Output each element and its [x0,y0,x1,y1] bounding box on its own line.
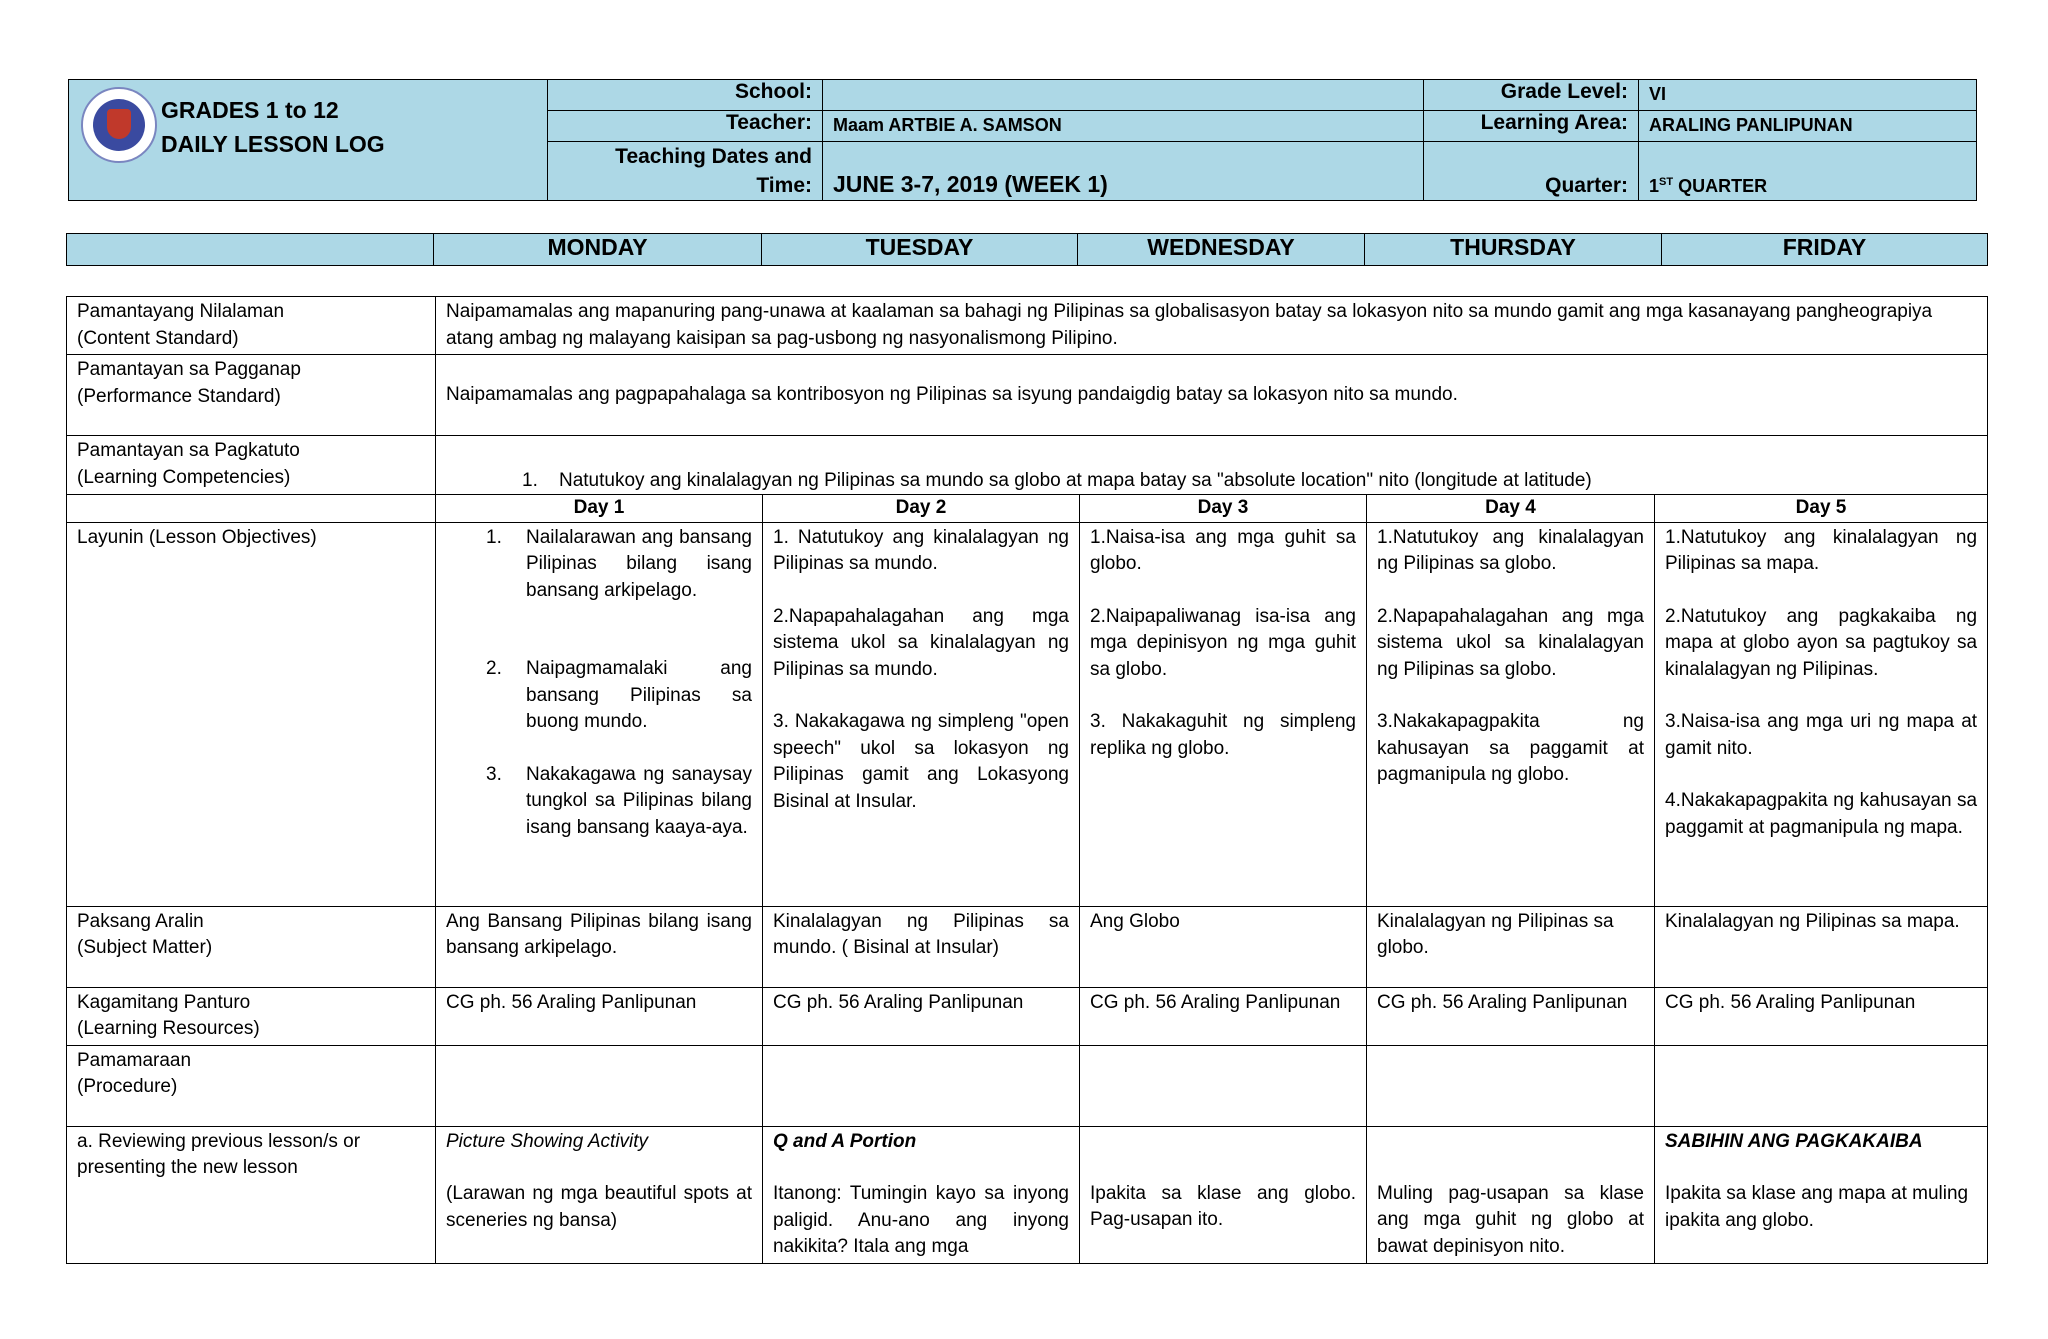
resources-day-3: CG ph. 56 Araling Panlipunan [1080,987,1367,1045]
day-label-2: Day 2 [763,495,1080,523]
list-spacer [486,736,752,762]
list-spacer [1665,578,1977,604]
list-spacer [773,1155,1069,1181]
list-spacer [1377,1155,1644,1181]
procedure-day-2 [763,1045,1080,1126]
row-label-line: (Performance Standard) [77,385,281,407]
list-spacer [1377,683,1644,709]
review-day-2 [763,1126,1080,1263]
learning-area-label: Learning Area: [1424,111,1639,142]
quarter-label: Quarter: [1424,142,1639,201]
quarter-word: QUARTER [1673,176,1768,196]
subject-day-2: Kinalalagyan ng Pilipinas sa mundo. ( Bisinal at Insular) [763,906,1080,987]
competency-text: Natutukoy ang kinalalagyan ng Pilipinas sa mundo sa globo at mapa batay sa "absolute location" nito (longitude at latitude) [558,469,1592,491]
teaching-dates-label-line2: Time: [756,174,812,197]
list-spacer [1090,578,1356,604]
table-row [67,495,1988,523]
procedure-day-4 [1367,1045,1655,1126]
list-spacer [1665,1155,1977,1181]
competency-number: 1. [522,469,538,491]
objective-item: 1.Natutukoy ang kinalalagyan ng Pilipinas sa globo. [1377,526,1644,574]
list-spacer [1090,1129,1356,1155]
day-label-1: Day 1 [436,495,763,523]
grade-level-label: Grade Level: [1424,80,1639,111]
objective-item [486,656,752,736]
row-label-line: Pamantayan sa Pagganap [77,359,301,380]
list-spacer [773,683,1069,709]
row-label-subject-matter [67,906,436,987]
day-label-4: Day 4 [1367,495,1655,523]
row-label-line: Pamamaraan [77,1049,192,1071]
review-day-4 [1367,1126,1655,1263]
row-label-lesson-objectives: Layunin (Lesson Objectives) [67,522,436,906]
table-row [67,906,1988,987]
grade-level-value: VI [1639,80,1977,111]
resources-day-4: CG ph. 56 Araling Panlipunan [1367,987,1655,1045]
teaching-dates-value: JUNE 3-7, 2019 (WEEK 1) [823,142,1424,201]
list-spacer [1377,578,1644,604]
row-label-line: Pamantayang Nilalaman [77,301,285,322]
objective-item [486,525,752,605]
weekday-header-blank [67,234,434,266]
row-label-performance-standard [67,355,436,436]
objective-item: 3.Nakakapagpakita ng kahusayan sa paggamit at pagmanipula ng globo. [1377,711,1644,785]
review-day-3 [1080,1126,1367,1263]
performance-standard-text: Naipamamalas ang pagpapahalaga sa kontribosyon ng Pilipinas sa isyung pandaigdig batay sa lokasyon nito sa mundo. [436,355,1988,436]
objectives-day-1 [436,522,763,906]
teacher-label: Teacher: [548,111,823,142]
objective-number: 2. [486,658,502,679]
objectives-day-2 [763,522,1080,906]
school-value [823,80,1424,111]
objectives-day-4 [1367,522,1655,906]
objective-number: 1. [486,526,502,548]
lesson-log-header [68,79,1977,201]
objective-item [486,762,752,842]
list-spacer [486,604,752,630]
quarter-superscript: ST [1659,176,1674,188]
objective-item: 3.Naisa-isa ang mga uri ng mapa at gamit nito. [1665,711,1978,759]
subject-day-5: Kinalalagyan ng Pilipinas sa mapa. [1655,906,1988,987]
weekday-header [66,233,1988,266]
objective-item: 3. Nakakaguhit ng simpleng replika ng globo. [1090,711,1356,759]
day-header-thursday: THURSDAY [1365,234,1662,266]
list-spacer [486,630,752,656]
teacher-value: Maam ARTBIE A. SAMSON [823,111,1424,142]
table-row [67,987,1988,1045]
row-label-reviewing-lesson: a. Reviewing previous lesson/s or presenting the new lesson [67,1126,436,1263]
activity-title: Picture Showing Activity [446,1130,649,1152]
header-title-cell [69,80,548,201]
review-day-1 [436,1126,763,1263]
objective-item: 2.Natutukoy ang pagkakaiba ng mapa at globo ayon sa pagtukoy sa kinalalagyan ng Pilipinas. [1665,605,1978,680]
activity-text: Ipakita sa klase ang globo. Pag-usapan ito. [1090,1182,1356,1230]
objective-item: 2.Naipapaliwanag isa-isa ang mga depinisyon ng mga guhit sa globo. [1090,605,1356,680]
activity-title: Q and A Portion [773,1130,917,1152]
procedure-day-3 [1080,1045,1367,1126]
quarter-value [1639,142,1977,201]
list-spacer [1665,683,1977,709]
day-header-tuesday: TUESDAY [762,234,1078,266]
objective-item: 2.Napapahalagahan ang mga sistema ukol sa kinalalagyan ng Pilipinas sa mundo. [773,605,1069,680]
list-spacer [1090,1155,1356,1181]
table-row [67,1045,1988,1126]
row-label-line: (Learning Resources) [77,1018,260,1039]
objective-item: 1. Natutukoy ang kinalalagyan ng Pilipinas sa mundo. [773,526,1069,574]
activity-text: (Larawan ng mga beautiful spots at sceneries ng bansa) [446,1183,752,1231]
list-spacer [1377,1129,1644,1155]
procedure-day-1 [436,1045,763,1126]
day-label-blank [67,495,436,523]
resources-day-2: CG ph. 56 Araling Panlipunan [763,987,1080,1045]
activity-text: Muling pag-usapan sa klase ang mga guhit ng globo at bawat depinisyon nito. [1377,1182,1644,1257]
row-label-content-standard [67,297,436,355]
row-label-line: (Content Standard) [77,327,239,349]
learning-competency-item [436,436,1988,495]
resources-day-1: CG ph. 56 Araling Panlipunan [436,987,763,1045]
objective-number: 3. [486,763,502,785]
quarter-number: 1 [1649,176,1660,196]
objectives-list [486,525,752,842]
learning-area-value: ARALING PANLIPUNAN [1639,111,1977,142]
objective-item: 3. Nakakagawa ng simpleng "open speech" ukol sa lokasyon ng Pilipinas gamit ang Lokasyong Bisinal at Insular. [773,711,1069,812]
row-label-line: (Learning Competencies) [77,466,291,488]
content-standard-text: Naipamamalas ang mapanuring pang-unawa at kaalaman sa bahagi ng Pilipinas sa globalisasyon batay sa lokasyon nito sa mundo gamit ang mga kasanayang pangheograpiya atang ambag ng malayang kaisipan sa pag-usbong ng nasyonalismong Pilipino. [436,297,1988,355]
row-label-line: Pamantayan sa Pagkatuto [77,440,300,461]
table-row [67,297,1988,355]
row-label-learning-resources [67,987,436,1045]
day-label-3: Day 3 [1080,495,1367,523]
list-spacer [1090,683,1356,709]
objectives-day-5 [1655,522,1988,906]
objective-text: Nakakagawa ng sanaysay tungkol sa Pilipinas bilang isang bansang kaaya-aya. [526,763,752,838]
teaching-dates-label [548,142,823,201]
day-header-wednesday: WEDNESDAY [1078,234,1365,266]
activity-title: SABIHIN ANG PAGKAKAIBA [1665,1130,1923,1152]
list-spacer [773,578,1069,604]
procedure-day-5 [1655,1045,1988,1126]
row-label-line: (Subject Matter) [77,937,213,958]
subject-day-1: Ang Bansang Pilipinas bilang isang bansang arkipelago. [436,906,763,987]
table-row [67,1126,1988,1263]
list-spacer [1665,762,1977,788]
title-line-1: GRADES 1 to 12 [161,97,339,123]
activity-text: Ipakita sa klase ang mapa at muling ipakita ang globo. [1665,1183,1969,1231]
table-row [67,355,1988,436]
day-header-monday: MONDAY [434,234,762,266]
list-spacer [446,1155,752,1181]
day-header-friday: FRIDAY [1662,234,1988,266]
objective-item: 4.Nakakapagpakita ng kahusayan sa paggamit at pagmanipula ng mapa. [1665,790,1978,838]
day-label-5: Day 5 [1655,495,1988,523]
table-row [67,522,1988,906]
objective-item: 1.Naisa-isa ang mga guhit sa globo. [1090,526,1356,574]
objective-item: 1.Natutukoy ang kinalalagyan ng Pilipinas sa mapa. [1665,526,1978,574]
school-label: School: [548,80,823,111]
subject-day-3: Ang Globo [1080,906,1367,987]
objectives-day-3 [1080,522,1367,906]
deped-seal-icon [81,87,157,163]
lesson-log-table [66,296,1988,1264]
review-day-5 [1655,1126,1988,1263]
teaching-dates-label-line1: Teaching Dates and [615,145,812,168]
activity-text: Itanong: Tumingin kayo sa inyong paligid. Anu-ano ang inyong nakikita? Itala ang mga [773,1183,1069,1257]
row-label-line: (Procedure) [77,1076,178,1097]
table-row [67,436,1988,495]
objective-item: 2.Napapahalagahan ang mga sistema ukol sa kinalalagyan ng Pilipinas sa globo. [1377,605,1644,680]
row-label-line: Paksang Aralin [77,910,204,932]
resources-day-5: CG ph. 56 Araling Panlipunan [1655,987,1988,1045]
row-label-learning-competencies [67,436,436,495]
row-label-line: Kagamitang Panturo [77,991,251,1013]
subject-day-4: Kinalalagyan ng Pilipinas sa globo. [1367,906,1655,987]
objective-text: Nailalarawan ang bansang Pilipinas bilang isang bansang arkipelago. [526,526,752,601]
objective-text: Naipagmamalaki ang bansang Pilipinas sa buong mundo. [526,658,752,732]
row-label-procedure [67,1045,436,1126]
title-line-2: DAILY LESSON LOG [161,131,385,157]
